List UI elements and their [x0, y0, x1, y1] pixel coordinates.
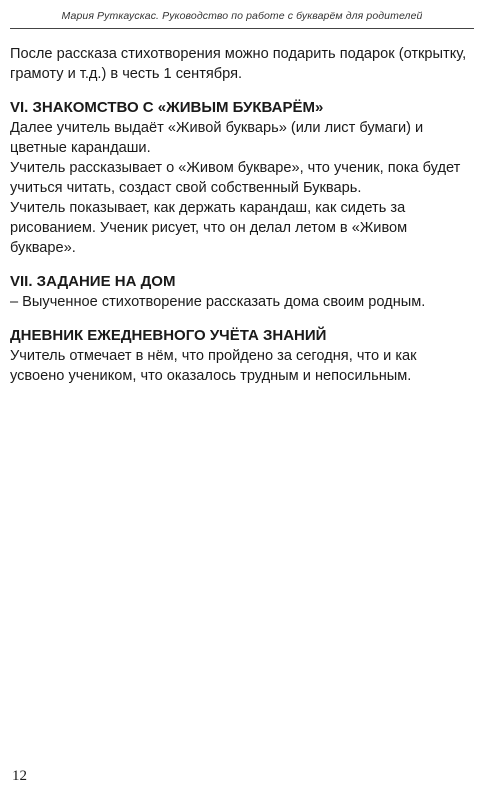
paragraph: Учитель показывает, как держать карандаш, как сидеть за рисованием. Ученик рисует, что он делал летом в «Живом букваре».	[10, 200, 408, 256]
paragraph: Учитель рассказывает о «Живом букваре», что ученик, пока будет учиться читать, создаст свой собственный Букварь.	[10, 160, 461, 196]
section-heading: ДНЕВНИК ЕЖЕДНЕВНОГО УЧЁТА ЗНАНИЙ	[10, 327, 327, 344]
section-heading: VII. ЗАДАНИЕ НА ДОМ	[10, 273, 176, 290]
paragraph: – Выученное стихотворение рассказать дома своим родным.	[10, 294, 426, 310]
paragraph: После рассказа стихотворения можно подарить подарок (открытку, грамоту и т.д.) в честь 1 сентября.	[10, 46, 467, 82]
header-rule	[10, 28, 474, 29]
section-vi	[10, 98, 472, 258]
page-number: 12	[12, 768, 27, 784]
paragraph: Далее учитель выдаёт «Живой букварь» (или лист бумаги) и цветные карандаши.	[10, 120, 424, 156]
paragraph: Учитель отмечает в нём, что пройдено за сегодня, что и как усвоено учеником, что оказалось трудным и непосильным.	[10, 348, 417, 384]
section-vii	[10, 272, 472, 312]
running-head: Мария Руткаускас. Руководство по работе с букварём для родителей	[61, 10, 423, 22]
intro-block	[10, 44, 472, 84]
section-heading: VI. ЗНАКОМСТВО С «ЖИВЫМ БУКВАРЁМ»	[10, 99, 324, 116]
page-body	[10, 44, 472, 400]
section-diary	[10, 326, 472, 386]
